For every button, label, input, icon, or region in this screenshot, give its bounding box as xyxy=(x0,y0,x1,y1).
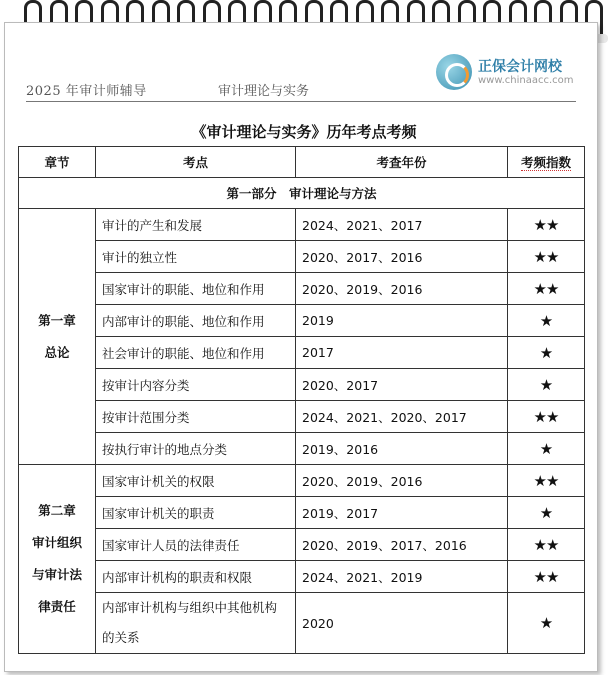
section-title: 第一部分 审计理论与方法 xyxy=(19,178,585,209)
frequency-stars: ★ xyxy=(508,305,585,337)
col-point: 考点 xyxy=(96,147,296,178)
chapter-line: 总论 xyxy=(44,344,70,360)
years-cell: 2024、2021、2020、2017 xyxy=(296,401,508,433)
years-cell: 2020、2017、2016 xyxy=(296,241,508,273)
frequency-stars: ★★ xyxy=(508,465,585,497)
years-cell: 2020、2017 xyxy=(296,369,508,401)
point-cell: 按执行审计的地点分类 xyxy=(96,433,296,465)
frequency-stars: ★★ xyxy=(508,529,585,561)
frequency-stars: ★ xyxy=(508,497,585,529)
logo-icon xyxy=(436,54,472,90)
chapter2-name xyxy=(19,465,96,654)
chapter-line: 律责任 xyxy=(38,599,76,614)
table-row xyxy=(19,369,585,401)
years-cell: 2024、2021、2017 xyxy=(296,209,508,241)
point-cell: 按审计范围分类 xyxy=(96,401,296,433)
point-cell: 国家审计人员的法律责任 xyxy=(96,529,296,561)
col-chapter: 章节 xyxy=(19,147,96,178)
years-cell: 2017 xyxy=(296,337,508,369)
years-cell: 2024、2021、2019 xyxy=(296,561,508,593)
point-cell: 审计的独立性 xyxy=(96,241,296,273)
point-cell: 社会审计的职能、地位和作用 xyxy=(96,337,296,369)
table-row xyxy=(19,497,585,529)
col-frequency: 考频指数 xyxy=(508,147,585,178)
logo-url: www.chinaacc.com xyxy=(478,75,574,86)
table-row xyxy=(19,401,585,433)
table-row xyxy=(19,593,585,654)
point-cell: 国家审计机关的职责 xyxy=(96,497,296,529)
years-cell: 2020、2019、2016 xyxy=(296,273,508,305)
table-row xyxy=(19,561,585,593)
point-cell: 审计的产生和发展 xyxy=(96,209,296,241)
point-cell: 内部审计的职能、地位和作用 xyxy=(96,305,296,337)
frequency-stars: ★★ xyxy=(508,401,585,433)
logo-name: 正保会计网校 xyxy=(478,59,562,75)
frequency-stars: ★ xyxy=(508,337,585,369)
chapter-line: 第二章 xyxy=(38,503,76,518)
point-cell: 内部审计机构与组织中其他机构的关系 xyxy=(96,593,296,654)
years-cell: 2019 xyxy=(296,305,508,337)
header-divider xyxy=(26,101,576,102)
table-row xyxy=(19,529,585,561)
table-row xyxy=(19,241,585,273)
table-row xyxy=(19,433,585,465)
table-row xyxy=(19,337,585,369)
frequency-stars: ★ xyxy=(508,369,585,401)
col-years: 考查年份 xyxy=(296,147,508,178)
point-cell: 按审计内容分类 xyxy=(96,369,296,401)
frequency-stars: ★ xyxy=(508,593,585,654)
chapter1-name xyxy=(19,209,96,465)
frequency-stars: ★★ xyxy=(508,209,585,241)
years-cell: 2020 xyxy=(296,593,508,654)
point-cell: 国家审计机关的权限 xyxy=(96,465,296,497)
years-cell: 2019、2016 xyxy=(296,433,508,465)
brand-logo xyxy=(436,54,596,94)
frequency-stars: ★★ xyxy=(508,241,585,273)
header-subject: 审计理论与实务 xyxy=(218,84,310,99)
years-cell: 2020、2019、2016 xyxy=(296,465,508,497)
page-title: 《审计理论与实务》历年考点考频 xyxy=(191,123,417,141)
chapter-line: 与审计法 xyxy=(31,567,82,582)
header-course: 2025 年审计师辅导 xyxy=(26,84,147,99)
section-row xyxy=(19,178,585,209)
years-cell: 2020、2019、2017、2016 xyxy=(296,529,508,561)
table-row xyxy=(19,273,585,305)
point-cell: 内部审计机构的职责和权限 xyxy=(96,561,296,593)
table-row xyxy=(19,465,585,497)
table-header-row xyxy=(19,147,585,178)
chapter-line: 审计组织 xyxy=(31,535,82,550)
years-cell: 2019、2017 xyxy=(296,497,508,529)
point-cell: 国家审计的职能、地位和作用 xyxy=(96,273,296,305)
table-row xyxy=(19,209,585,241)
page-header xyxy=(26,60,582,100)
frequency-stars: ★★ xyxy=(508,273,585,305)
frequency-stars: ★★ xyxy=(508,561,585,593)
frequency-stars: ★ xyxy=(508,433,585,465)
chapter-line: 第一章 xyxy=(38,312,76,328)
exam-frequency-table xyxy=(18,146,585,654)
table-row xyxy=(19,305,585,337)
